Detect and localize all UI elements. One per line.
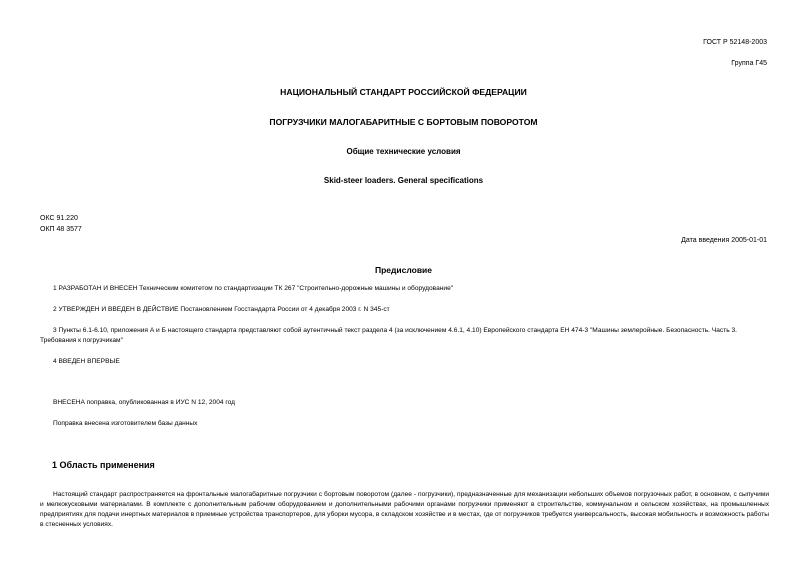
- document-subtitle: Общие технические условия: [346, 147, 461, 156]
- english-title: Skid-steer loaders. General specifications: [323, 176, 484, 185]
- foreword-heading: Предисловие: [374, 265, 433, 275]
- okp-code: ОКП 48 3577: [40, 226, 82, 233]
- document-title: ПОГРУЗЧИКИ МАЛОГАБАРИТНЫЕ С БОРТОВЫМ ПОВОРОТОМ: [269, 117, 538, 127]
- group-code: Группа Г45: [731, 60, 767, 67]
- amendment-text: ВНЕСЕНА поправка, опубликованная в ИУС N 12, 2004 год: [53, 399, 235, 406]
- amendment-note: Поправка внесена изготовителем базы данных: [53, 420, 198, 427]
- foreword-item-4: 4 ВВЕДЕН ВПЕРВЫЕ: [53, 358, 120, 365]
- foreword-item-3: 3 Пункты 6.1-6.10, приложения А и Б настоящего стандарта представляют собой аутентичный текст раздела 4 (за исключением 4.6.1, 4.10) Европейского стандарта ЕН 474-3 "Машины землеройные. Безопасность. Часть 3. Требования к погрузчикам": [40, 327, 737, 344]
- section-1-paragraph: Настоящий стандарт распространяется на фронтальные малогабаритные погрузчики с бортовым поворотом (далее - погрузчики), предназначенные для механизации небольших объемов погрузочных работ, в основном, с сыпучими и мелкокусковыми материалами. В комплекте с дополнительным рабочим оборудованием и дополнительными рабочими органами погрузчики применяют в строительстве, коммунальном и сельском хозяйствах, на промышленных предприятиях для подачи инертных материалов в приемные устройства транспортеров, для уборки мусора, в складском хозяйстве и в местах, где от погрузчиков требуется универсальность, высокая мобильность и возможность работы в стесненных условиях.: [40, 491, 769, 528]
- foreword-item-2: 2 УТВЕРЖДЕН И ВВЕДЕН В ДЕЙСТВИЕ Постановлением Госстандарта России от 4 декабря 2003 г. N 345-ст: [53, 306, 390, 313]
- section-1-heading: 1 Область применения: [52, 460, 155, 470]
- foreword-item-1: 1 РАЗРАБОТАН И ВНЕСЕН Техническим комитетом по стандартизации ТК 267 "Строительно-дорожные машины и оборудование": [53, 285, 454, 292]
- oks-code: ОКС 91.220: [40, 215, 78, 222]
- doc-number: ГОСТ Р 52148-2003: [703, 39, 767, 46]
- national-standard-title: НАЦИОНАЛЬНЫЙ СТАНДАРТ РОССИЙСКОЙ ФЕДЕРАЦИИ: [280, 87, 527, 97]
- introduction-date: Дата введения 2005-01-01: [681, 237, 767, 244]
